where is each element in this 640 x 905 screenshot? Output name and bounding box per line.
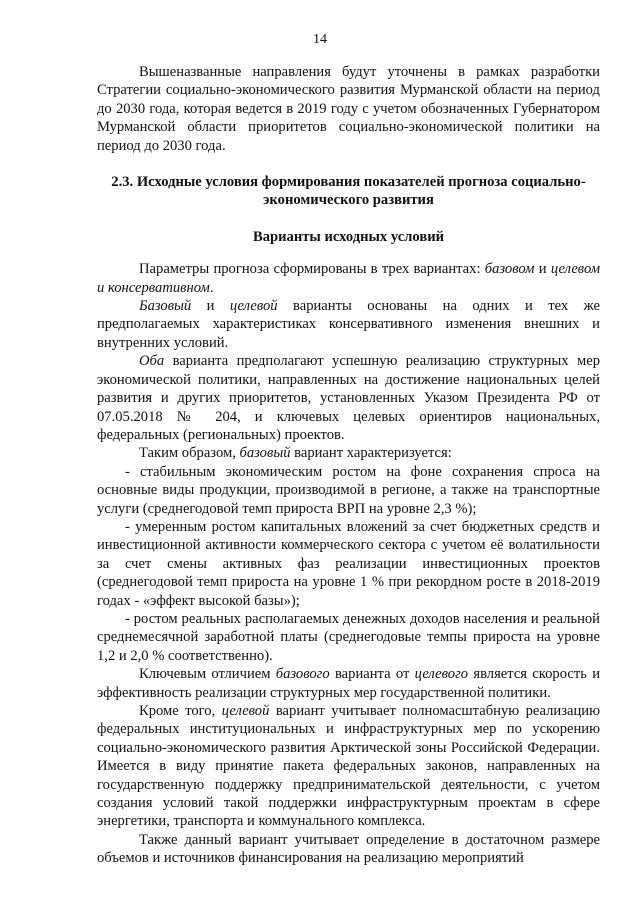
- text-segment: и: [191, 298, 230, 315]
- subsection-title: Варианты исходных условий: [252, 228, 445, 245]
- list-item: - умеренным ростом капитальных вложений за счет бюджетных средств и инвестиционной активности коммерческого сектора с учетом её волатильности за счет смены активных фаз реализации инвестиционных проектов (среднегодовой темп прироста на уровне 1 % при рекордном росте в 2018-2019 годах - «эффект высокой базы»);: [97, 518, 600, 609]
- text-segment: варианта предполагают успешную реализацию структурных мер экономической политики, направленных на достижение национальных целей развития и других приоритетов, установленных Указом Президента РФ от 07.05.2018 № 204, и ключевых целевых ориентиров национальных, федеральных (региональных) проектов.: [97, 353, 600, 443]
- paragraph-moreover: [97, 702, 600, 831]
- emphasis-target: целевой: [229, 298, 278, 315]
- emphasis-base: базового: [275, 666, 330, 683]
- list-item: - ростом реальных располагаемых денежных доходов населения и реальной среднемесячной заработной платы (среднегодовые темпы прироста на уровне 1,2 и 2,0 % соответственно).: [97, 610, 600, 664]
- text-segment: Параметры прогноза сформированы в трех вариантах:: [139, 261, 485, 278]
- paragraph-both: [97, 352, 600, 444]
- emphasis-target-conservative: целевом и консервативном: [97, 261, 601, 296]
- emphasis-base: базовый: [239, 445, 291, 462]
- text-segment: варианты основаны на одних и тех же предполагаемых характеристиках консервативного изменения внешних и внутренних условий.: [97, 298, 600, 351]
- paragraph-base-target: [97, 297, 600, 352]
- paragraph-variants: [97, 260, 600, 297]
- emphasis-base: базовом: [484, 261, 535, 278]
- text-segment: Таким образом,: [139, 445, 240, 462]
- paragraph-thus: [97, 444, 600, 462]
- intro-paragraph: Вышеназванные направления будут уточнены в рамках разработки Стратегии социально-экономического развития Мурманской области на период до 2030 года, которая ведется в 2019 году с учетом обозначенных Губернатором Мурманской области приоритетов социально-экономической политики на период до 2030 года.: [97, 64, 600, 154]
- page-number: 14: [313, 32, 327, 47]
- text-segment: Кроме того,: [139, 703, 222, 719]
- text-segment: и: [534, 261, 551, 278]
- emphasis-both: Оба: [139, 353, 165, 370]
- emphasis-target: целевой: [221, 703, 270, 719]
- text-segment: варианта от: [329, 666, 415, 683]
- text-segment: является скорость и эффективность реализации структурных мер государственной политики.: [97, 666, 601, 701]
- list-item: - стабильным экономическим ростом на фоне сохранения спроса на основные виды продукции, производимой в регионе, а также на транспортные услуги (среднегодовой темп прироста ВРП на уровне 2,3 %);: [97, 463, 600, 517]
- paragraph-also: Также данный вариант учитывает определение в достаточном размере объемов и источников финансирования на реализацию мероприятий: [97, 831, 600, 867]
- paragraph-key-difference: [97, 665, 600, 702]
- emphasis-target: целевого: [414, 666, 469, 683]
- page-content: [97, 63, 600, 868]
- emphasis-base: Базовый: [139, 298, 192, 315]
- text-segment: Ключевым отличием: [139, 666, 276, 683]
- text-segment: вариант характеризуется:: [290, 445, 452, 462]
- section-title: 2.3. Исходные условия формирования показателей прогноза социально-экономического развития: [111, 174, 586, 209]
- text-segment: вариант учитывает полномасштабную реализацию федеральных институциональных и инфраструктурных мер по ускорению социально-экономического развития Арктической зоны Российской Федерации. Имеется в виду принятие пакета федеральных законов, направленных на государственную поддержку предпринимательской деятельности, с учетом создания условий такой поддержки инфраструктурным проектам в сфере энергетики, транспорта и коммунального комплекса.: [97, 703, 600, 830]
- text-segment: .: [209, 279, 214, 296]
